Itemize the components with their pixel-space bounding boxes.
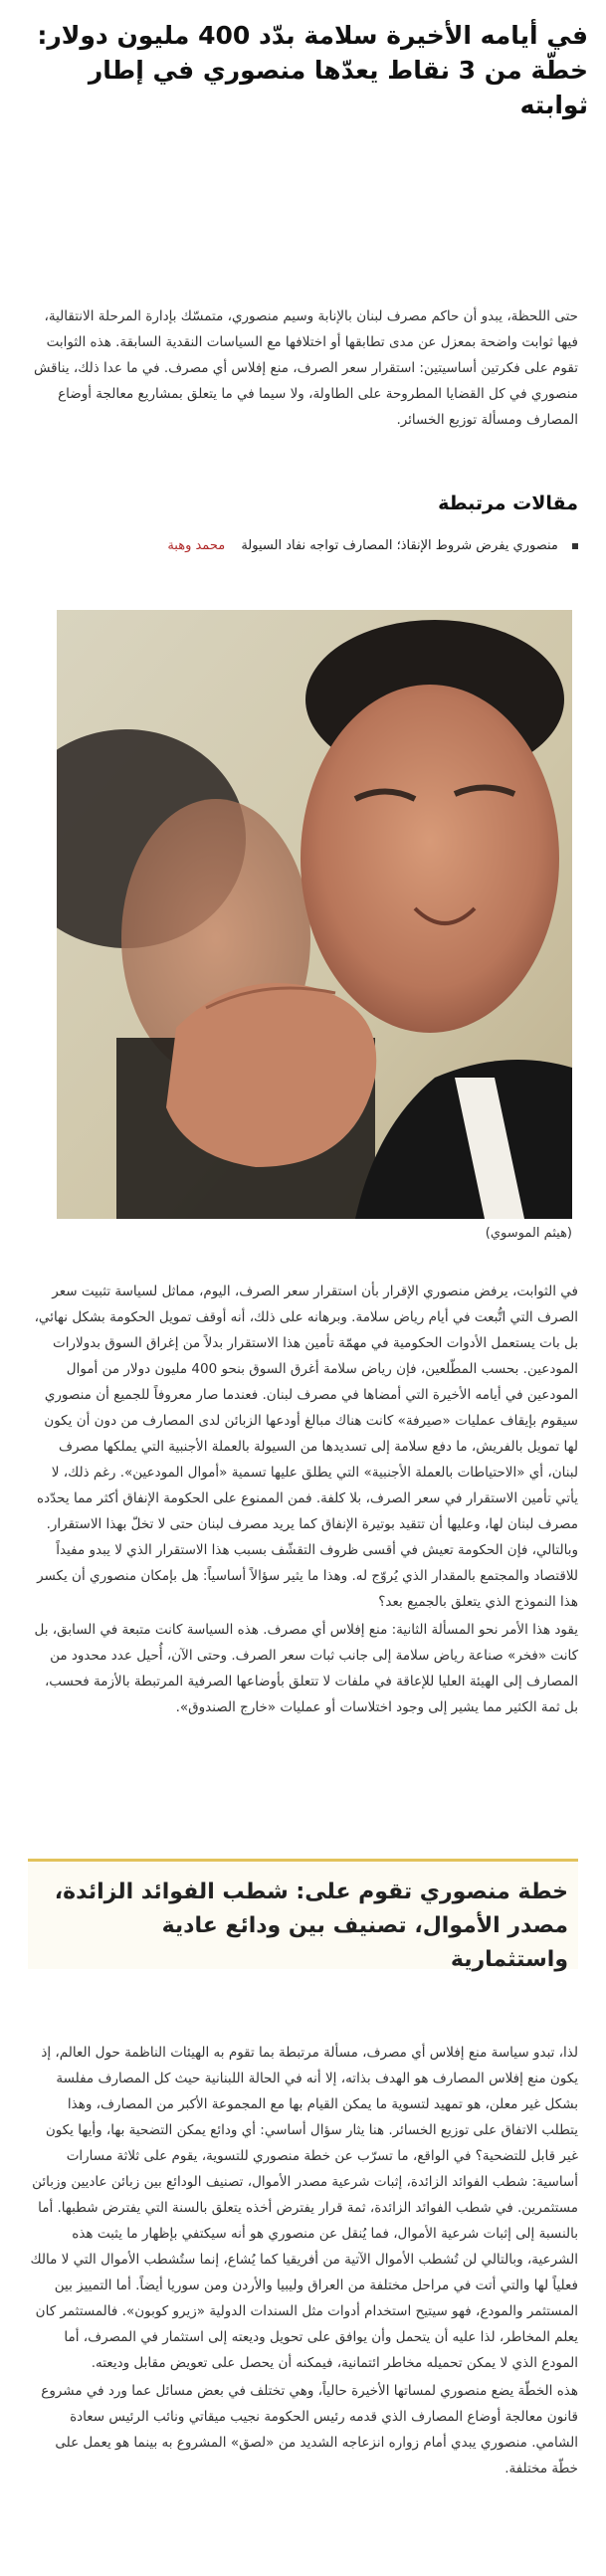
paragraph: في الثوابت، يرفض منصوري الإقرار بأن استقرار سعر الصرف، اليوم، مماثل لسياسة تثبيت سعر الصرف التي اتُّبعت في أيام رياض سلامة. وبرهانه على ذلك، أنه أوقف تمويل الحكومة بشكل نهائي، بل بات يستعمل الأدوات الحكومية في مهمّة تأمين هذا الاستقرار بدلاً من إغراق السوق بدولارات المودعين. بحسب المطّلعين، فإن رياض سلامة أغرق السوق بنحو 400 مليون دولار من أموال المودعين في أيامه الأخيرة التي أمضاها في مصرف لبنان. فعندما صار معروفاً للجميع أن منصوري سيقوم بإيقاف عمليات «صيرفة» كانت هناك مبالغ أودعها الزبائن لدى المصارف من دون أن يكون لها تمويل بالفريش، ما دفع سلامة إلى تسديدها من السيولة بالعملة الأجنبية التي يملكها مصرف لبنان، أي «الاحتياطات بالعملة الأجنبية» التي يطلق عليها تسمية «أموال المودعين». رغم ذلك، لا يأتي تأمين الاستقرار في سعر الصرف، بلا كلفة. فمن الممنوع على الحكومة الإنفاق أكثر مما يحدّده مصرف لبنان لها، وعليها أن تتقيد بوتيرة الإنفاق كما يريد مصرف لبنان حتى لا تخلّ بهذا الاستقرار. وبالتالي، فإن الحكومة تعيش في أقسى ظروف التقشّف بسبب هذا الاستقرار الذي لا يبدو مفيداً للاقتصاد والمجتمع بالمقدار الذي يُروّج له. وهذا ما يثير سؤالاً أساسياً: هل بإمكان منصوري أن يكسر هذا النموذج الذي يتعلق بالجميع بعد؟ — [34, 1284, 578, 1610]
bullet-icon — [572, 543, 578, 549]
paragraph: هذه الخطّة يضع منصوري لمساتها الأخيرة حالياً، وهي تختلف في بعض مسائل عما ورد في مشروع قانون معالجة أوضاع المصارف الذي قدمه رئيس الحكومة نجيب ميقاتي ونائب الرئيس سعادة الشامي. منصوري يبدي أمام زواره انزعاجه الشديد من «لصق» المشروع به بينما هو يعمل على خطّة مختلفة. — [41, 2383, 578, 2477]
photo-caption: (هيثم الموسوي) — [485, 1226, 572, 1241]
related-articles-title: مقالات مرتبطة — [438, 493, 578, 514]
article-body-part-1 — [28, 1279, 578, 1722]
article-body-part-2 — [28, 2040, 578, 2483]
related-article-link[interactable]: منصوري يفرض شروط الإنقاذ؛ المصارف تواجه نفاد السيولة — [241, 538, 558, 553]
related-articles-list — [28, 534, 578, 558]
paragraph: لذا، تبدو سياسة منع إفلاس أي مصرف، مسألة مرتبطة بما تقوم به الهيئات الناظمة حول العالم، إذ يكون منع إفلاس المصارف هو الهدف بذاته، إلا أنه في الحالة اللبنانية حيث كل المصارف مفلسة بشكل غير معلن، هو تمهيد لتسوية ما يمكن القيام بها مع المجموعة الأكبر من المصارف، وهذا يتطلب الاتفاق على توزيع الخسائر. هنا يثار سؤال أساسي: أي ودائع يمكن التضحية بها، وأيها يكون غير قابل للتضحية؟ في الواقع، ما تسرّب عن خطة منصوري للتسوية، يقوم على ثلاثة مسارات أساسية: شطب الفوائد الزائدة، إثبات شرعية مصدر الأموال، تصنيف الودائع بين زبائن عاديين وزبائن مستثمرين. في شطب الفوائد الزائدة، ثمة قرار يفترض أخذه يتعلق بالسنة التي يفترض شطبها. أما بالنسبة إلى إثبات شرعية الأموال، فما يُنقل عن منصوري هو أنه سيكتفي بإظهار ما يثبت هذه الشرعية، وبالتالي لن تُشطب الأموال الآتية من أفريقيا كما يُشاع، إنما ستُشطب الأموال التي لا مالك فعلياً لها والتي أتت في مراحل مختلفة من العراق وليبيا والأردن ومن سوريا أيضاً. أما التمييز بين المستثمر والمودع، فهو سيتيح استخدام أدوات مثل السندات الدولية «زيرو كوبون». فالمستثمر كان يعلم المخاطر، لذا عليه أن يتحمل وأن يوافق على تحويل وديعته إلى استثمار في المصرف، أما المودع الذي لا يمكن تحميله مخاطر ائتمانية، فيمكنه أن يحصل على تعويض مقابل وديعته. — [30, 2045, 578, 2371]
pull-quote-box — [28, 1859, 578, 1972]
photo-illustration — [57, 610, 572, 1219]
article-headline: في أيامه الأخيرة سلامة بدّد 400 مليون دولار: خطّة من 3 نقاط يعدّها منصوري في إطار ثوابته — [37, 21, 588, 119]
related-article-item[interactable] — [28, 534, 578, 558]
article-photo — [57, 610, 572, 1219]
pull-quote-title: خطة منصوري تقوم على: شطب الفوائد الزائدة، مصدر الأموال، تصنيف بين ودائع عادية واستثمارية — [54, 1880, 568, 1972]
article-intro: حتى اللحظة، يبدو أن حاكم مصرف لبنان بالإنابة وسيم منصوري، متمسّك بإدارة المرحلة الانتقالية، فيها ثوابت واضحة بمعزل عن مدى تطابقها أو اختلافها مع السياسات النقدية السابقة. هذه الثوابت تقوم على فكرتين أساسيتين: استقرار سعر الصرف، منع إفلاس أي مصرف. في ما عدا ذلك، يناقش منصوري في كل القضايا المطروحة على الطاولة، ولا سيما في ما يتعلق بمشاريع معالجة أوضاع المصارف ومسألة توزيع الخسائر. — [33, 308, 578, 428]
related-article-author[interactable]: محمد وهبة — [167, 538, 226, 553]
paragraph: يقود هذا الأمر نحو المسألة الثانية: منع إفلاس أي مصرف. هذه السياسة كانت متبعة في السابق، بل كانت «فخر» صناعة رياض سلامة إلى جانب ثبات سعر الصرف. وحتى الآن، أُحيل عدد محدود من المصارف إلى الهيئة العليا للإعاقة في ملفات لا تتعلق بأوضاعها الصرفية المرتبطة بالأزمة فحسب، بل ثمة الكثير مما يشير إلى وجود اختلاسات أو عمليات «خارج الصندوق». — [34, 1622, 578, 1715]
